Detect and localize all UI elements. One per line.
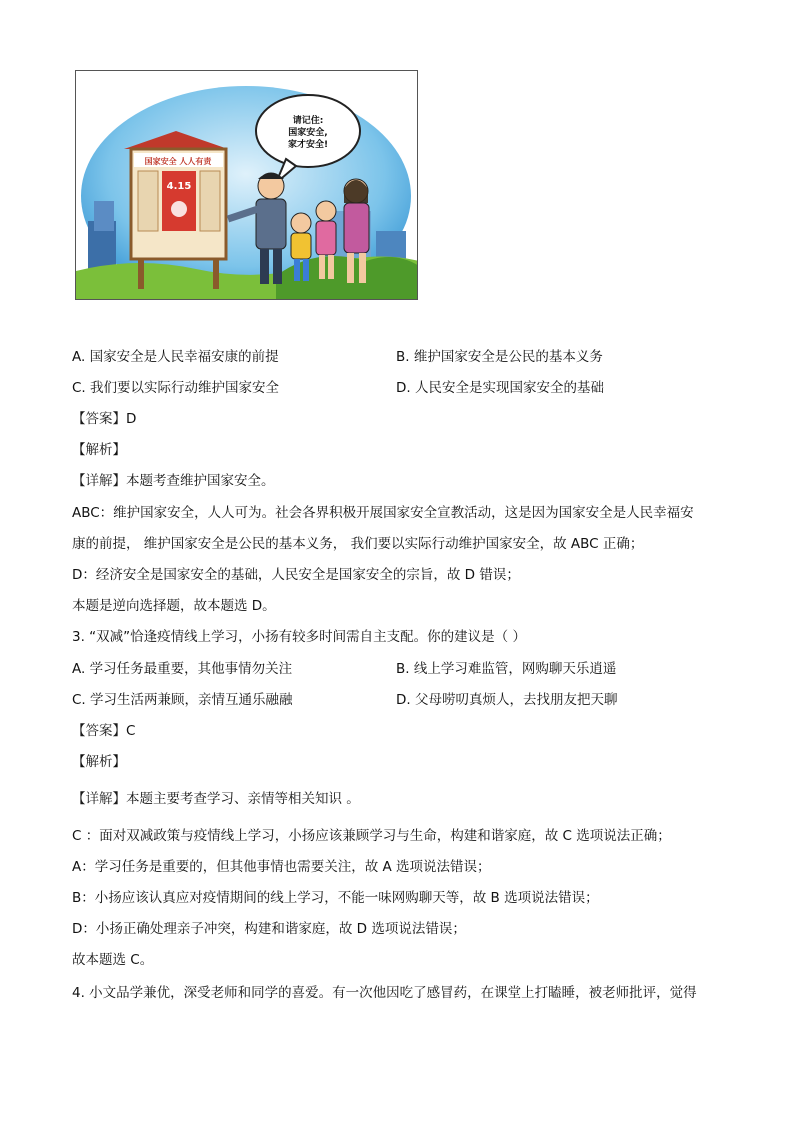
mother-leg-right [359,253,366,283]
board-panel-left [138,171,158,231]
q2-answer-tag: 【答案】 [72,411,126,427]
q3-explanation-line-1: C ：面对双减政策与疫情线上学习，小扬应该兼顾学习与生命，构建和谐家庭，故 C 选项说法正确； [72,828,671,844]
mother-leg-left [347,253,354,283]
q3-answer: C [126,723,136,739]
q3-answer-tag: 【答案】 [72,723,126,739]
poster-date: 4.15 [166,181,192,192]
speech-line-3: 家才安全! [287,140,329,150]
q2-analysis-tag: 【解析】 [72,442,126,458]
cartoon-svg [76,71,418,300]
boy-head [291,213,311,233]
girl-body [316,221,336,255]
girl-leg-right [328,255,334,279]
poster-emblem [171,201,187,217]
q3-detail-text: 本题主要考查学习、亲情等相关知识 。 [126,791,360,807]
q2-option-a: A. 国家安全是人民幸福安康的前提 [72,349,279,365]
girl-head [316,201,336,221]
q3-detail-line [72,789,360,809]
q3-option-d: D. 父母唠叨真烦人，去找朋友把天聊 [396,692,618,708]
building-2 [94,201,114,231]
q2-option-b: B. 维护国家安全是公民的基本义务 [396,349,603,365]
board-post-right [213,259,219,289]
q2-detail-tag: 【详解】 [72,473,126,489]
board-title: 国家安全 人人有责 [144,157,212,166]
speech-line-2: 国家安全, [288,128,328,138]
q2-detail-line [72,471,275,491]
q3-answer-line [72,721,135,741]
boy-leg-right [303,259,309,281]
father-leg-left [260,249,269,284]
father-body [256,199,286,249]
q3-option-c: C. 学习生活两兼顾，亲情互通乐融融 [72,692,293,708]
q3-analysis-tag: 【解析】 [72,754,126,770]
q2-explanation-line-1: ABC：维护国家安全，人人可为。社会各界积极开展国家安全宣教活动，这是因为国家安全是人民幸福安 [72,505,694,521]
mother-body [344,203,369,253]
girl-leg-left [319,255,325,279]
q2-detail-text: 本题考查维护国家安全。 [126,473,275,489]
q2-answer: D [126,411,137,427]
q2-explanation-line-2: 康的前提， 维护国家安全是公民的基本义务， 我们要以实际行动维护国家安全，故 ABC 正确； [72,536,644,552]
board-panel-right [200,171,220,231]
q2-explanation-line-3: D：经济安全是国家安全的基础，人民安全是国家安全的宗旨，故 D 错误； [72,567,520,583]
q3-explanation-line-3: B：小扬应该认真应对疫情期间的线上学习，不能一味网购聊天等，故 B 选项说法错误； [72,890,599,906]
q3-option-b: B. 线上学习难监管，网购聊天乐逍遥 [396,661,617,677]
q4-stem: 4. 小文品学兼优，深受老师和同学的喜爱。有一次他因吃了感冒药，在课堂上打瞌睡，被老师批评，觉得 [72,985,697,1001]
q2-option-c: C. 我们要以实际行动维护国家安全 [72,380,280,396]
board-post-left [138,259,144,289]
q3-detail-tag: 【详解】 [72,791,126,807]
q3-explanation-line-4: D：小扬正确处理亲子冲突，构建和谐家庭，故 D 选项说法错误； [72,921,466,937]
q3-explanation-line-5: 故本题选 C。 [72,952,154,968]
father-leg-right [273,249,282,284]
boy-body [291,233,311,259]
q3-stem: 3. “双减”恰逢疫情线上学习，小扬有较多时间需自主支配。你的建议是（ ） [72,629,526,645]
q2-answer-line [72,409,136,429]
q2-option-d: D. 人民安全是实现国家安全的基础 [396,380,604,396]
q2-explanation-line-4: 本题是逆向选择题，故本题选 D。 [72,598,276,614]
q3-explanation-line-2: A：学习任务是重要的，但其他事情也需要关注，故 A 选项说法错误； [72,859,491,875]
cartoon-illustration [75,70,418,300]
boy-leg-left [294,259,300,281]
q3-option-a: A. 学习任务最重要，其他事情勿关注 [72,661,293,677]
speech-line-1: 请记住: [292,116,324,126]
